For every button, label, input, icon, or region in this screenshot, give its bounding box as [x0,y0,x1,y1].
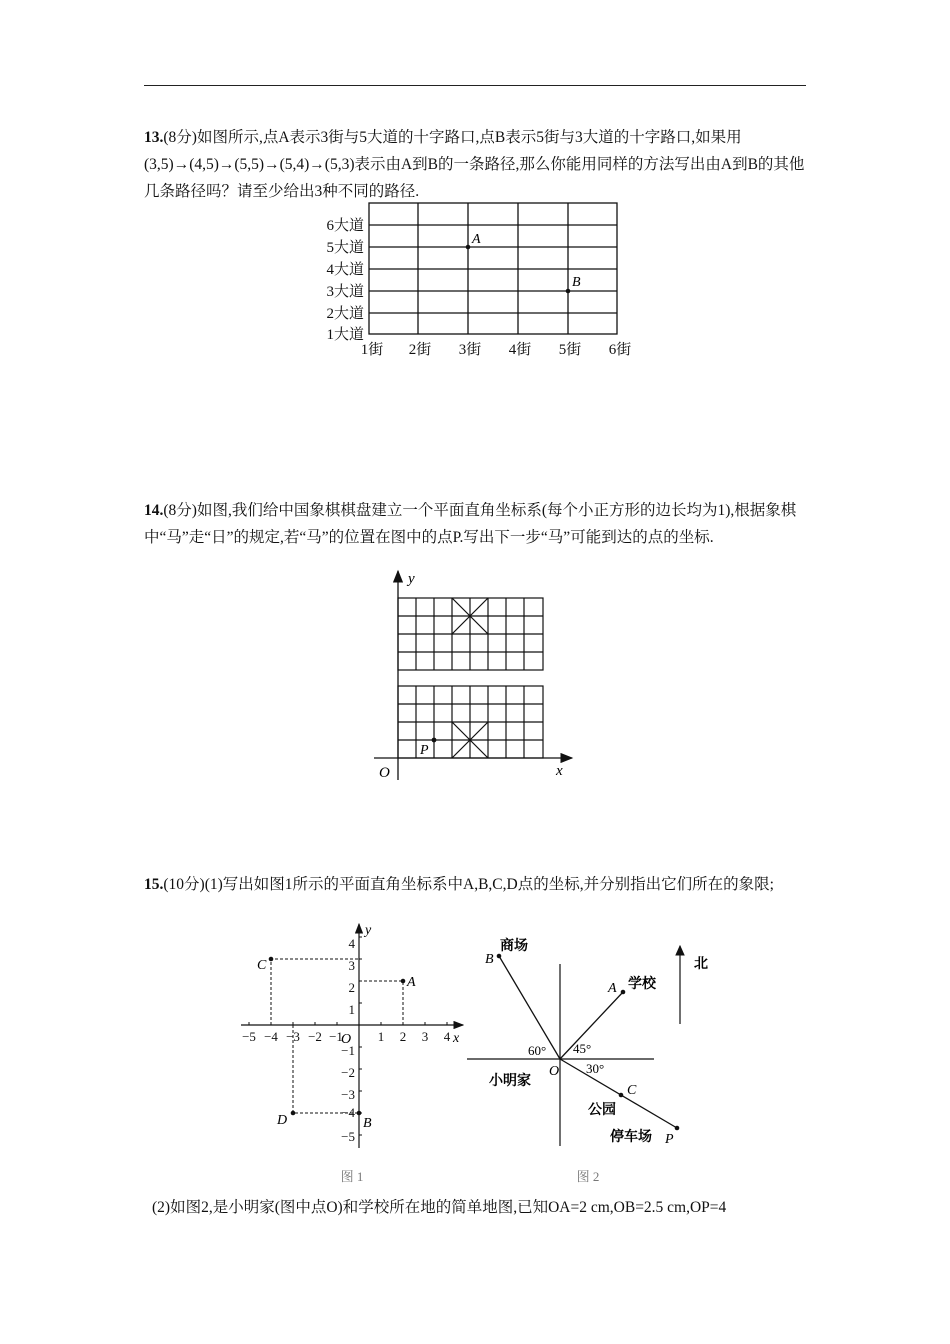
question-13-number: 13. [144,129,164,146]
fig1-x-tick-label: 1 [377,1029,385,1044]
header-rule [144,85,806,86]
question-15-number: 15. [144,876,164,893]
fig1-x-axis-label: x [453,1031,460,1046]
fig2-point-c-label: C [627,1083,637,1098]
fig2-point-p-label: P [665,1132,674,1147]
fig1-y-tick-label: −3 [341,1087,355,1102]
park-label: 公园 [588,1103,616,1118]
chess-board-lines [398,598,543,758]
fig1-x-tick-label: 3 [421,1029,429,1044]
street-grid-lines [369,203,617,334]
question-13-text: (8分)如图所示,点A表示3街与5大道的十字路口,点B表示5街与3大道的十字路口,如果用(3,5)→(4,5)→(5,5)→(5,4)→(5,3)表示由A到B的一条路径,那么你能用同样的方法写出由A到B的其他几条路径吗？请至少给出3种不同的路径. [144,129,805,200]
figure-1-coordinate-plane [235,920,470,1190]
fig2-caption: 图 2 [576,1169,600,1184]
parking-label: 停车场 [610,1130,652,1145]
question-14-text: (8分)如图,我们给中国象棋棋盘建立一个平面直角坐标系(每个小正方形的边长均为1),根据象棋中“马”走“日”的规定,若“马”的位置在图中的点P.写出下一步“马”可能到达的点的坐标. [144,502,797,546]
home-label: 小明家 [489,1074,531,1089]
fig1-origin-label: O [341,1032,352,1047]
question-15 [144,871,808,898]
fig2-point-p-dot [675,1126,680,1131]
fig1-x-tick-label: 2 [399,1029,407,1044]
figure-2-map [462,928,724,1188]
mall-label: 商场 [500,939,528,954]
fig1-point-c-label: C [257,958,267,973]
street-label-5: 5街 [558,342,582,358]
question-14-number: 14. [144,502,164,519]
angle-30-label: 30° [586,1061,605,1076]
point-p-dot [432,738,437,743]
origin-label: O [379,765,390,781]
point-p-label: P [420,743,429,758]
fig1-x-tick-label: 4 [443,1029,451,1044]
street-label-6: 6街 [608,342,632,358]
avenue-label-1: 1大道 [326,327,364,343]
fig1-y-tick-label: 4 [348,936,355,951]
fig1-point-d-dot [291,1111,296,1116]
avenue-label-6: 6大道 [326,218,364,234]
fig1-x-tick-label: −2 [308,1029,322,1044]
y-axis-label: y [408,571,415,587]
fig1-y-tick-label: −4 [341,1105,355,1120]
school-label: 学校 [628,977,656,992]
angle-60-label: 60° [528,1043,547,1058]
fig2-origin-label: O [549,1064,560,1079]
x-axis-label: x [556,763,563,779]
fig1-y-tick-label: −1 [341,1043,355,1058]
question-15-part-2: (2)如图2,是小明家(图中点O)和学校所在地的简单地图,已知OA=2 cm,OB=2.5 cm,OP=4 [152,1199,727,1216]
fig1-point-a-dot [401,979,406,984]
point-b-label: B [572,275,581,290]
street-grid-figure [310,196,645,364]
fig1-point-d-label: D [277,1113,288,1128]
fig1-y-tick-label: −2 [341,1065,355,1080]
angle-45-label: 45° [573,1041,592,1056]
fig1-y-tick-label: 3 [348,958,355,973]
fig1-y-tick-label: 2 [348,980,355,995]
street-label-2: 2街 [408,342,432,358]
fig1-x-tick-label: −5 [242,1029,256,1044]
point-a-label: A [472,232,481,247]
question-15-text: (10分)(1)写出如图1所示的平面直角坐标系中A,B,C,D点的坐标,并分别指出它们所在的象限; [163,876,774,893]
fig2-oa-segment [560,992,623,1059]
fig2-point-b-label: B [485,952,494,967]
fig2-point-b-dot [497,954,502,959]
north-label: 北 [694,957,708,972]
avenue-label-5: 5大道 [326,240,364,256]
fig1-y-tick-label: 1 [348,1002,355,1017]
avenue-label-3: 3大道 [326,284,364,300]
fig2-point-c-dot [619,1093,624,1098]
point-b-dot [566,289,571,294]
fig2-point-a-dot [621,990,626,995]
fig1-point-c-dot [269,957,274,962]
point-a-dot [466,245,471,250]
fig1-point-a-label: A [407,975,416,990]
chess-board-figure [370,567,585,785]
street-label-4: 4街 [508,342,532,358]
fig1-caption: 图 1 [340,1169,364,1184]
fig1-x-tick-label: −4 [264,1029,278,1044]
street-label-3: 3街 [458,342,482,358]
fig2-op-segment [560,1059,677,1128]
fig1-x-tick-label: −1 [329,1029,343,1044]
fig1-point-b-label: B [363,1116,372,1131]
question-13 [144,124,808,205]
avenue-label-4: 4大道 [326,262,364,278]
fig1-y-axis-label: y [365,923,372,938]
fig2-point-a-label: A [608,981,617,996]
question-14 [144,497,808,551]
fig1-point-b-dot [357,1111,362,1116]
fig1-x-tick-label: −3 [286,1029,300,1044]
avenue-label-2: 2大道 [326,306,364,322]
fig1-y-tick-label: −5 [341,1129,355,1144]
street-label-1: 1街 [360,342,384,358]
